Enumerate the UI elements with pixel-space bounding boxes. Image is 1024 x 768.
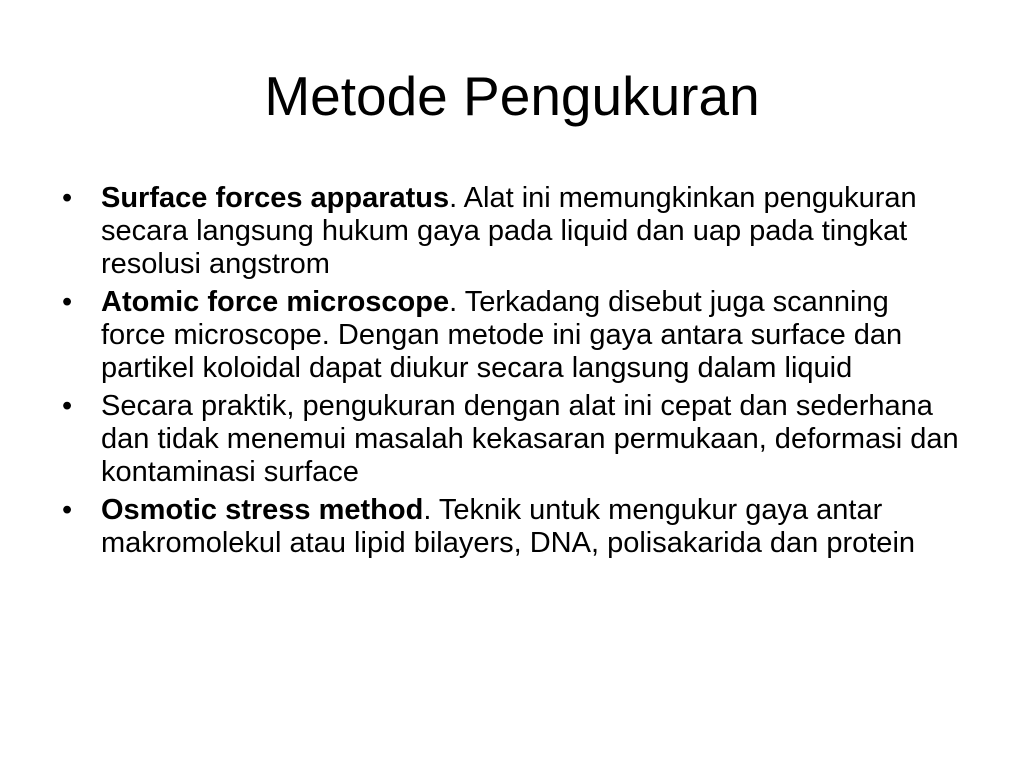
bullet-dot: • [62, 286, 73, 318]
bullet-item-atomic-force-microscope [60, 286, 960, 385]
bullet-text [101, 286, 960, 385]
bullet-dot: • [62, 182, 73, 214]
bullet-dot: • [62, 390, 73, 422]
bullet-text [101, 182, 960, 281]
bullet-item-surface-forces-apparatus [60, 182, 960, 281]
bullet-term: Osmotic stress method [101, 494, 424, 526]
bullet-term: Atomic force microscope [101, 286, 450, 318]
bullet-body: Secara praktik, pengukuran dengan alat ini cepat dan sederhana dan tidak menemui masalah kekasaran permukaan, deformasi dan kontaminasi surface [101, 390, 959, 488]
bullet-item-osmotic-stress-method [60, 494, 960, 560]
slide-title: Metode Pengukuran [264, 65, 760, 127]
bullet-dot: • [62, 494, 73, 526]
bullet-term: Surface forces apparatus [101, 182, 450, 214]
bullet-body: . Terkadang disebut juga scanning force microscope. Dengan metode ini gaya antara surface dan partikel koloidal dapat diukur secara langsung dalam liquid [101, 286, 903, 384]
bullet-body: . Teknik untuk mengukur gaya antar makromolekul atau lipid bilayers, DNA, polisakarida dan protein [101, 494, 916, 559]
bullet-list [60, 182, 960, 565]
bullet-text [101, 494, 960, 560]
bullet-item-secara-praktik [60, 390, 960, 489]
bullet-text [101, 390, 960, 489]
bullet-body: . Alat ini memungkinkan pengukuran secara langsung hukum gaya pada liquid dan uap pada tingkat resolusi angstrom [101, 182, 917, 280]
